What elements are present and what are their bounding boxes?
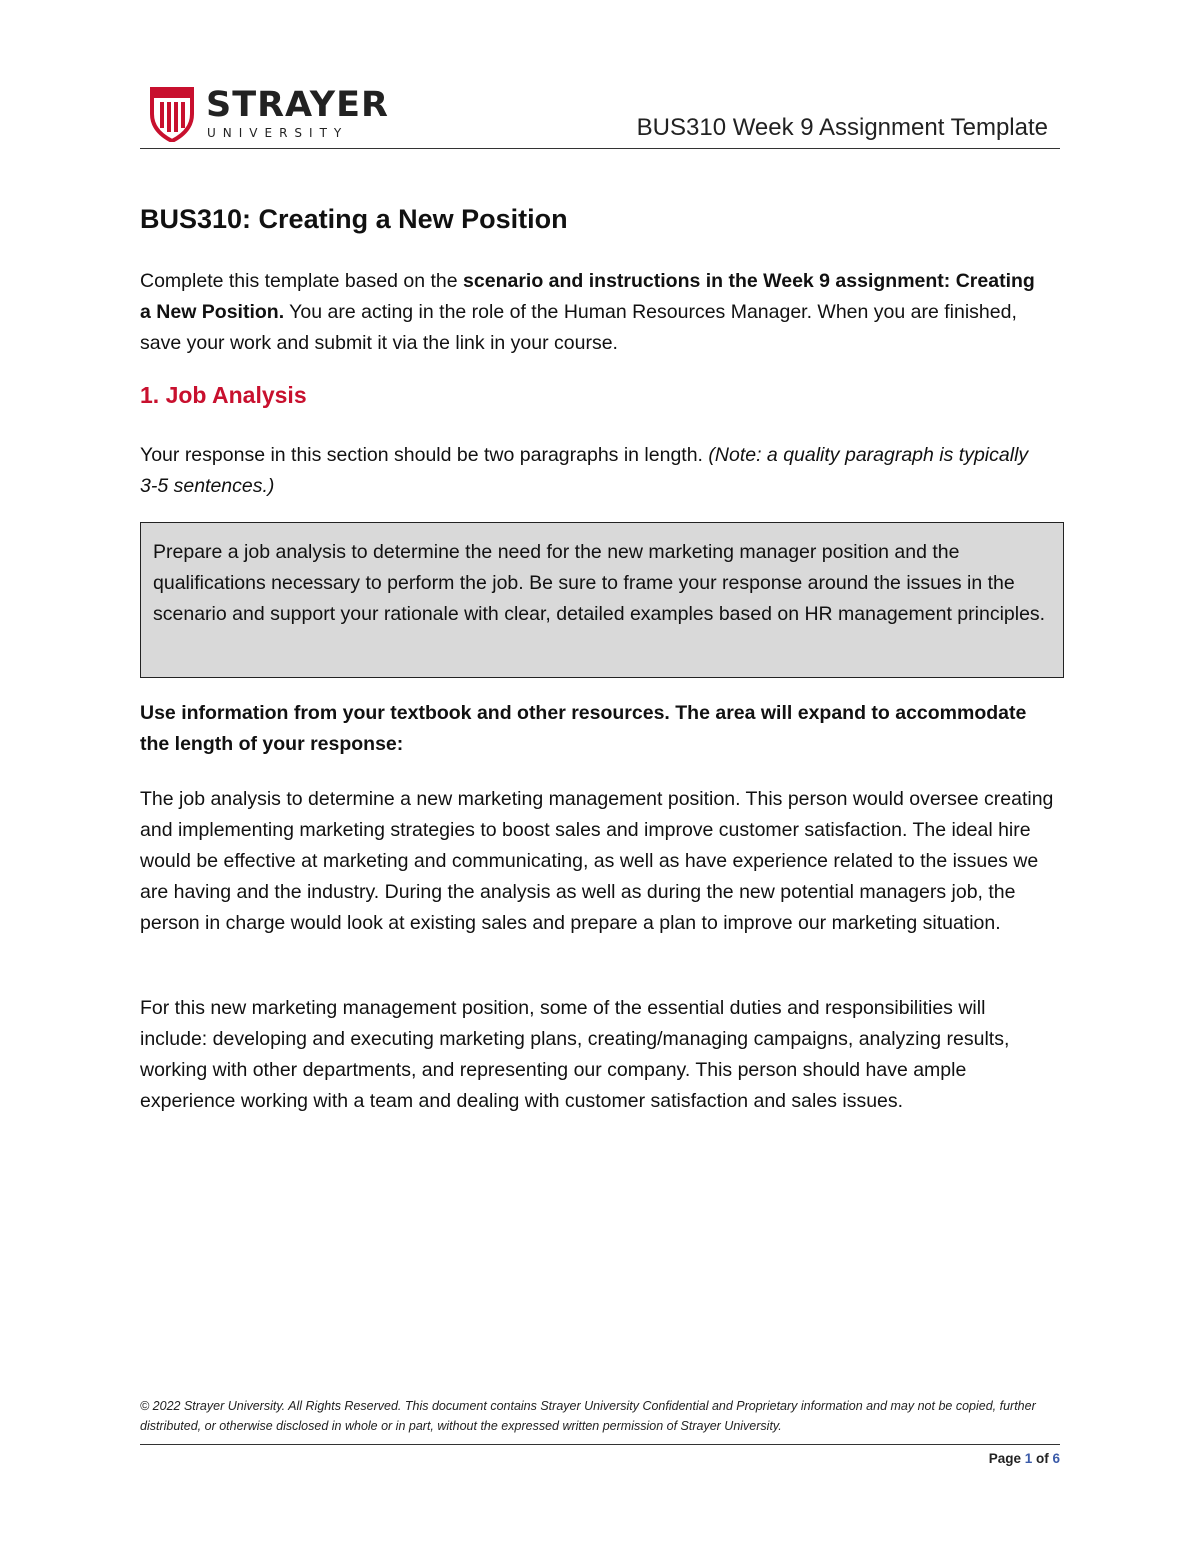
page-number bbox=[989, 1451, 1060, 1466]
response-instruction: Use information from your textbook and other resources. The area will expand to accommodate the length of your response: bbox=[140, 702, 1027, 755]
footer-divider bbox=[140, 1444, 1060, 1445]
logo-subtitle: UNIVERSITY bbox=[207, 126, 349, 140]
intro-text-1: Complete this template based on the bbox=[140, 270, 464, 292]
prompt-text: Prepare a job analysis to determine the need for the new marketing manager position and the qualifications necessary to perform the job. Be sure to frame your response around the issues in the scenario and support your rationale with clear, detailed examples based on HR management principles. bbox=[153, 541, 1046, 625]
strayer-logo bbox=[150, 86, 389, 142]
shield-icon bbox=[150, 86, 194, 142]
response-paragraph-2[interactable]: For this new marketing management position, some of the essential duties and responsibilities will include: developing and executing marketing plans, creating/managing campaigns, analyzing results, working with other departments, and representing our company. This person should have ample experience working with a team and dealing with customer satisfaction and sales issues. bbox=[140, 997, 1010, 1112]
document-title: BUS310: Creating a New Position bbox=[140, 204, 568, 234]
section-heading-job-analysis: 1. Job Analysis bbox=[140, 382, 307, 408]
logo-wordmark: STRAYER bbox=[206, 85, 389, 125]
footer-copyright: © 2022 Strayer University. All Rights Reserved. This document contains Strayer University Confidential and Proprietary information and may not be copied, further distributed, or otherwise disclosed in whole or in part, without the expressed written permission of Strayer University. bbox=[140, 1399, 1036, 1433]
section-note-italic: (Note: a quality paragraph is typically 3-5 sentences.) bbox=[140, 444, 1029, 497]
page-total: 6 bbox=[1052, 1451, 1060, 1466]
page-of: of bbox=[1032, 1451, 1053, 1466]
response-paragraph-1[interactable]: The job analysis to determine a new marketing management position. This person would oversee creating and implementing marketing strategies to boost sales and improve customer satisfaction. The ideal hire would be effective at marketing and communicating, as well as have experience related to the issues we are having and the industry. During the analysis as well as during the new potential managers job, the person in charge would look at existing sales and prepare a plan to improve our marketing situation. bbox=[140, 788, 1054, 934]
intro-text-2: You are acting in the role of the Human Resources Manager. When you are finished, save your work and submit it via the link in your course. bbox=[140, 301, 1017, 354]
page-current: 1 bbox=[1024, 1451, 1033, 1466]
intro-paragraph bbox=[140, 266, 1040, 359]
page-header bbox=[140, 82, 1060, 150]
page-label: Page bbox=[988, 1451, 1025, 1466]
intro-bold-text: scenario and instructions in the Week 9 assignment: Creating a New Position. bbox=[140, 270, 1035, 323]
header-title: BUS310 Week 9 Assignment Template bbox=[636, 114, 1048, 141]
header-divider bbox=[140, 148, 1060, 149]
prompt-box bbox=[140, 522, 1064, 678]
section-note-text: Your response in this section should be two paragraphs in length. bbox=[140, 444, 709, 466]
section-note bbox=[140, 440, 1050, 502]
